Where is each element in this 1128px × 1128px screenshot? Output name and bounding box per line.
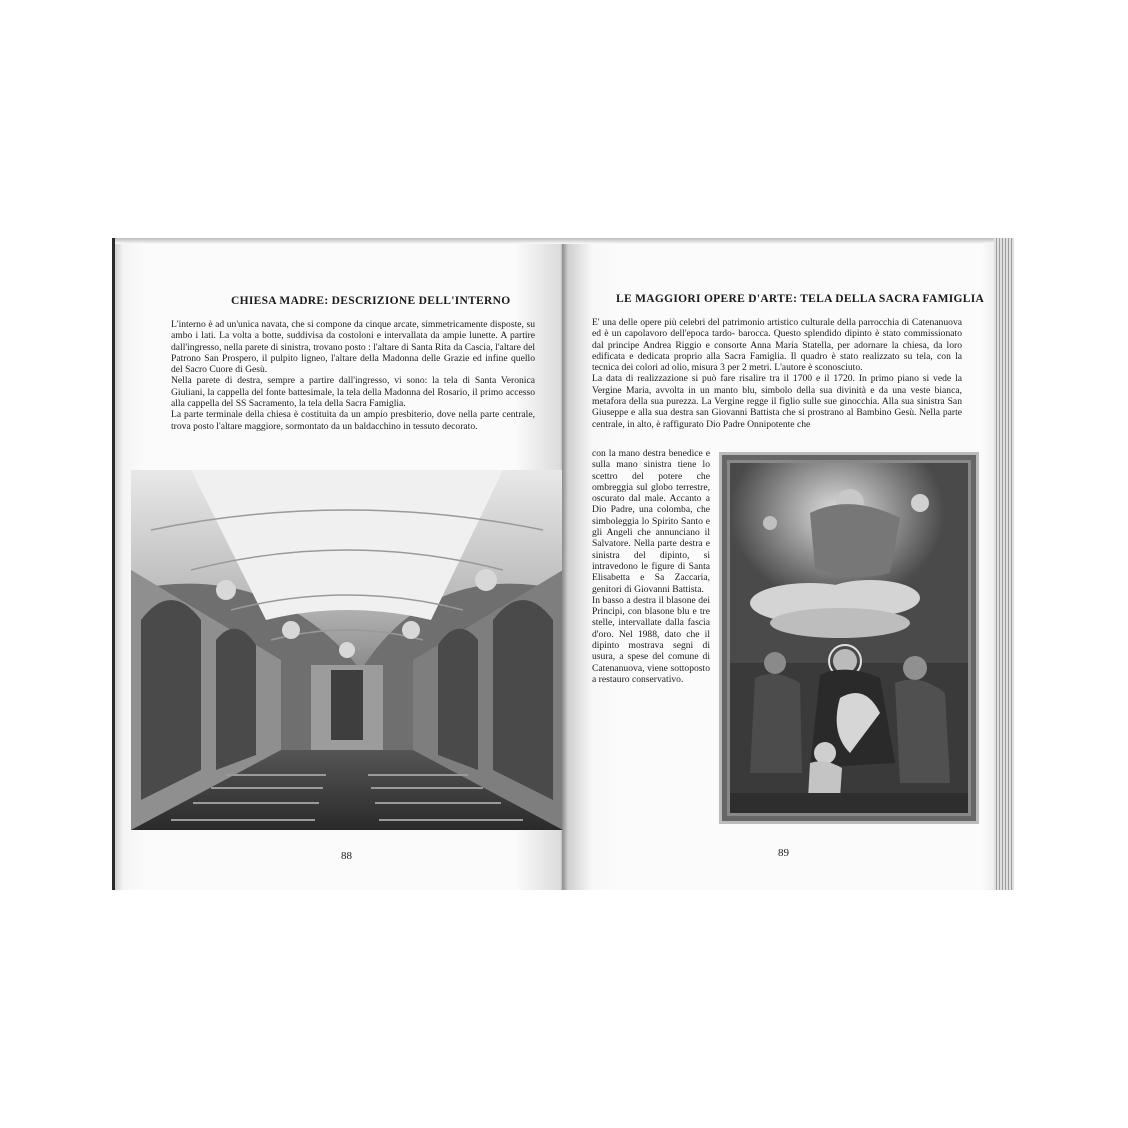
right-page [562,238,1014,890]
left-page-text [171,319,535,432]
page-number: 89 [778,847,789,859]
paragraph: La data di realizzazione si può fare risalire tra il 1700 e il 1720. In primo piano si vede la Vergine Maria, avvolta in un manto blu, simbolo della sua divinità e da una veste bianca, metafora della sua purezza. La Vergine regge il figlio sulle sue ginocchia. Alla sua sinistra San Giuseppe e alla sua destra san Giovanni Battista che si prostrano al Bambino Gesù. Nella parte centrale, in alto, è raffigurato Dio Padre Onnipotente che [592,373,962,430]
paragraph: La parte terminale della chiesa è costituita da un ampio presbiterio, dove nella parte centrale, trova posto l'altare maggiore, sormontato da un baldacchino in tessuto decorato. [171,409,535,432]
holy-family-painting [719,452,979,824]
page-number: 88 [341,850,352,862]
paragraph: Nella parete di destra, sempre a partire dall'ingresso, vi sono: la tela di Santa Veronica Giuliani, la cappella del fonte battesimale, la tela della Madonna del Rosario, il primo accesso alla cappella del SS Sacramento, la tela della Sacra Famiglia. [171,375,535,410]
paragraph: E' una delle opere più celebri del patrimonio artistico culturale della parrocchia di Catenanuova ed è un capolavoro dell'epoca tardo- barocca. Questo splendido dipinto è stato commissionato dal principe Andrea Riggio e consorte Anna Maria Statella, per adornare la chiesa, da loro edificata e dedicata proprio alla Sacra Famiglia. Il quadro è stato realizzato su tela, con la tecnica dei colori ad olio, misura 3 per 2 metri. L'autore è sconosciuto. [592,317,962,374]
book-edge [994,238,1014,890]
right-page-text-top [592,317,962,430]
right-page-text-column [592,448,710,685]
book-spread [112,238,1014,890]
paragraph: con la mano destra benedice e sulla mano sinistra tiene lo scettro del potere che ombreggia sul globo terrestre, oscurato dal male. Accanto a Dio Padre, una colomba, che simboleggia lo Spirito Santo e gli Angeli che annunciano il Salvatore. Nella parte destra e sinistra del dipinto, si intravedono le figure di Santa Elisabetta e Sa Zaccaria, genitori di Giovanni Battista. [592,448,710,595]
left-page [112,238,565,890]
paragraph: L'interno è ad un'unica navata, che si compone da cinque arcate, simmetricamente disposte, su ambo i lati. La volta a botte, suddivisa da costoloni e intervallata da ampie lunette. A partire dall'ingresso, nella parete di sinistra, trovano posto : l'altare di Santa Rita da Cascia, l'altare del Patrono San Prospero, il pulpito ligneo, l'altare della Madonna delle Grazie ed infine quello del Sacro Cuore di Gesù. [171,319,535,376]
church-nave-photo [131,470,563,830]
paragraph: In basso a destra il blasone dei Principi, con blasone blu e tre stelle, intervallate dalla fascia d'oro. Nel 1988, dato che il dipinto mostrava segni di usura, a spese del comune di Catenanuova, viene sottoposto a restauro conservativo. [592,594,710,685]
right-page-heading: LE MAGGIORI OPERE D'ARTE: TELA DELLA SACRA FAMIGLIA [616,293,985,305]
left-page-heading: CHIESA MADRE: DESCRIZIONE DELL'INTERNO [231,295,511,307]
